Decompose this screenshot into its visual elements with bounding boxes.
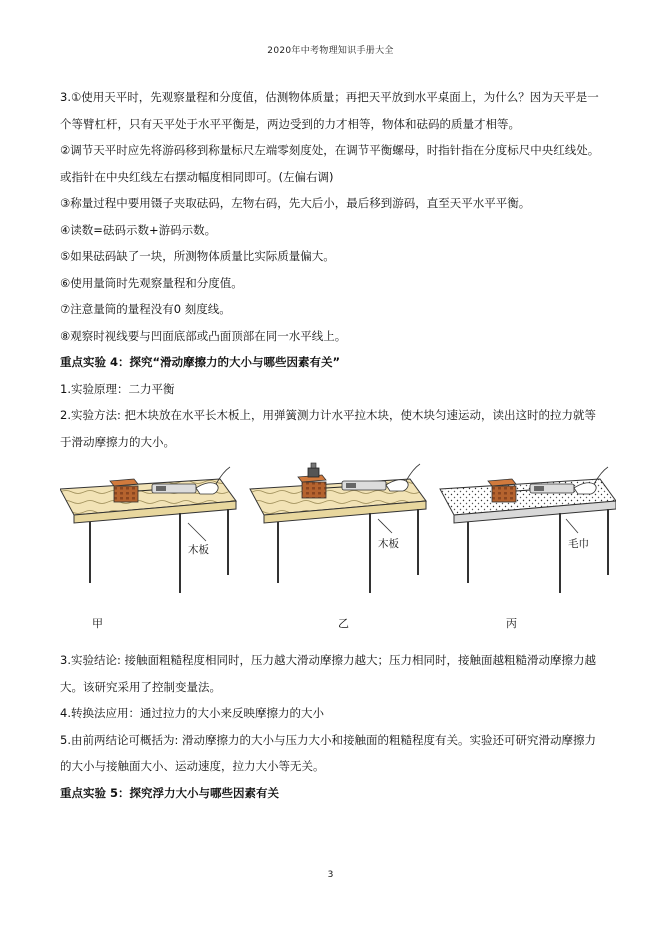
exp4-summary-line1: 5.由前两结论可概括为: 滑动摩擦力的大小与压力大小和接触面的粗糙程度有关。实验还可研究滑动摩擦力: [60, 732, 596, 747]
text-line: ③称量过程中要用镊子夹取砝码，左物右码，先大后小，最后移到游码，直至天平水平平衡。: [60, 196, 531, 210]
caption-a: 甲: [92, 617, 103, 630]
section-title-exp4: 重点实验 4：探究“滑动摩擦力的大小与哪些因素有关”: [60, 355, 341, 369]
text-line: 3.①使用天平时，先观察量程和分度值，估测物体质量；再把天平放到水平桌面上，为什么？因为天平是一: [60, 90, 599, 104]
exp4-method-line2: 于滑动摩擦力的大小。: [60, 434, 175, 449]
label-board-b: 木板: [378, 538, 399, 550]
caption-b: 乙: [338, 617, 349, 630]
label-towel-c: 毛巾: [568, 538, 589, 550]
setup-a: [60, 467, 236, 593]
section-title-exp5: 重点实验 5：探究浮力大小与哪些因素有关: [60, 785, 280, 800]
friction-experiment-illustration: [60, 457, 616, 609]
text-line: ⑥使用量筒时先观察量程和分度值。: [60, 275, 243, 290]
exp4-conclusion-line2: 大。该研究采用了控制变量法。: [60, 679, 221, 694]
spring-scale-icon: [152, 484, 196, 493]
wood-block-icon: [488, 479, 516, 502]
text-line: ⑦注意量筒的量程没有0 刻度线。: [60, 302, 231, 316]
wood-block-icon: [110, 479, 138, 502]
page-header: 2020年中考物理知识手册大全: [267, 46, 394, 56]
setup-b: [250, 463, 426, 593]
exp4-principle: 1.实验原理：二力平衡: [60, 381, 175, 396]
text-line: 个等臂杠杆，只有天平处于水平平衡是，两边受到的力才相等，物体和砝码的质量才相等。: [60, 116, 520, 131]
spring-scale-icon: [342, 481, 386, 490]
text-line: 或指针在中央红线左右摆动幅度相同即可。(左偏右调): [60, 169, 334, 184]
setup-c: [440, 467, 616, 593]
text-line: ②调节天平时应先将游码移到称量标尺左端零刻度处，在调节平衡螺母，时指针指在分度标尺中央红线处。: [60, 143, 600, 157]
figure-captions: [60, 609, 616, 639]
exp4-summary-line2: 的大小与接触面大小、运动速度，拉力大小等无关。: [60, 759, 325, 773]
caption-c: 丙: [506, 617, 517, 630]
exp4-conversion: 4.转换法应用：通过拉力的大小来反映摩擦力的大小: [60, 706, 324, 720]
exp4-conclusion-line1: 3.实验结论: 接触面粗糙程度相同时，压力越大滑动摩擦力越大；压力相同时，接触面越粗糙滑动摩擦力越: [60, 653, 596, 667]
text-line: ④读数=砝码示数+游码示数。: [60, 222, 217, 237]
text-line: ⑧观察时视线要与凹面底部或凸面顶部在同一水平线上。: [60, 328, 347, 343]
page-content: [60, 84, 616, 806]
text-line: ⑤如果砝码缺了一块，所测物体质量比实际质量偏大。: [60, 249, 335, 263]
friction-experiment-figure: [60, 457, 616, 609]
page-number: 3: [327, 870, 334, 880]
exp4-method-line1: 2.实验方法: 把木块放在水平长木板上，用弹簧测力计水平拉木块，使木块匀速运动，读出这时的拉力就等: [60, 408, 596, 422]
spring-scale-icon: [530, 484, 574, 493]
label-board-a: 木板: [188, 544, 209, 556]
wood-block-icon: [298, 475, 326, 498]
weight-icon: [308, 463, 319, 477]
